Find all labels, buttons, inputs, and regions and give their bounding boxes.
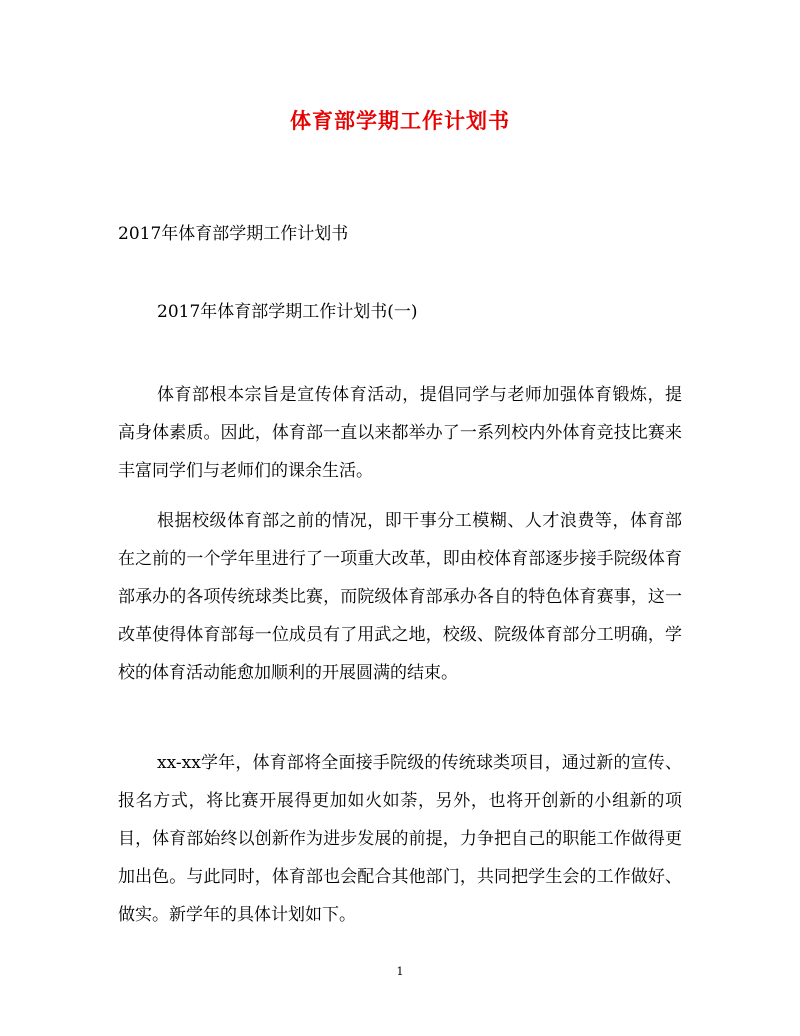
section-heading: 2017年体育部学期工作计划书(一) xyxy=(157,302,418,322)
body-paragraph-2: 根据校级体育部之前的情况，即干事分工模糊、人才浪费等，体育部在之前的一个学年里进行了一项重大改革，即由校体育部逐步接手院级体育部承办的各项传统球类比赛，而院级体育部承办各自的特色体育赛事，这一改革使得体育部每一位成员有了用武之地，校级、院级体育部分工明确，学校的体育活动能愈加顺利的开展圆满的结束。 xyxy=(118,511,682,683)
body-paragraph-3: xx-xx学年，体育部将全面接手院级的传统球类项目，通过新的宣传、报名方式，将比赛开展得更加如火如荼，另外，也将开创新的小组新的项目，体育部始终以创新作为进步发展的前提，力争把自己的职能工作做得更加出色。与此同时，体育部也会配合其他部门，共同把学生会的工作做好、做实。新学年的具体计划如下。 xyxy=(118,753,682,925)
document-subtitle: 2017年体育部学期工作计划书 xyxy=(118,224,349,244)
document-title: 体育部学期工作计划书 xyxy=(290,108,510,133)
body-paragraph-1: 体育部根本宗旨是宣传体育活动，提倡同学与老师加强体育锻炼，提高身体素质。因此，体育部一直以来都举办了一系列校内外体育竞技比赛来丰富同学们与老师们的课余生活。 xyxy=(118,385,682,481)
page-number: 1 xyxy=(396,965,404,978)
